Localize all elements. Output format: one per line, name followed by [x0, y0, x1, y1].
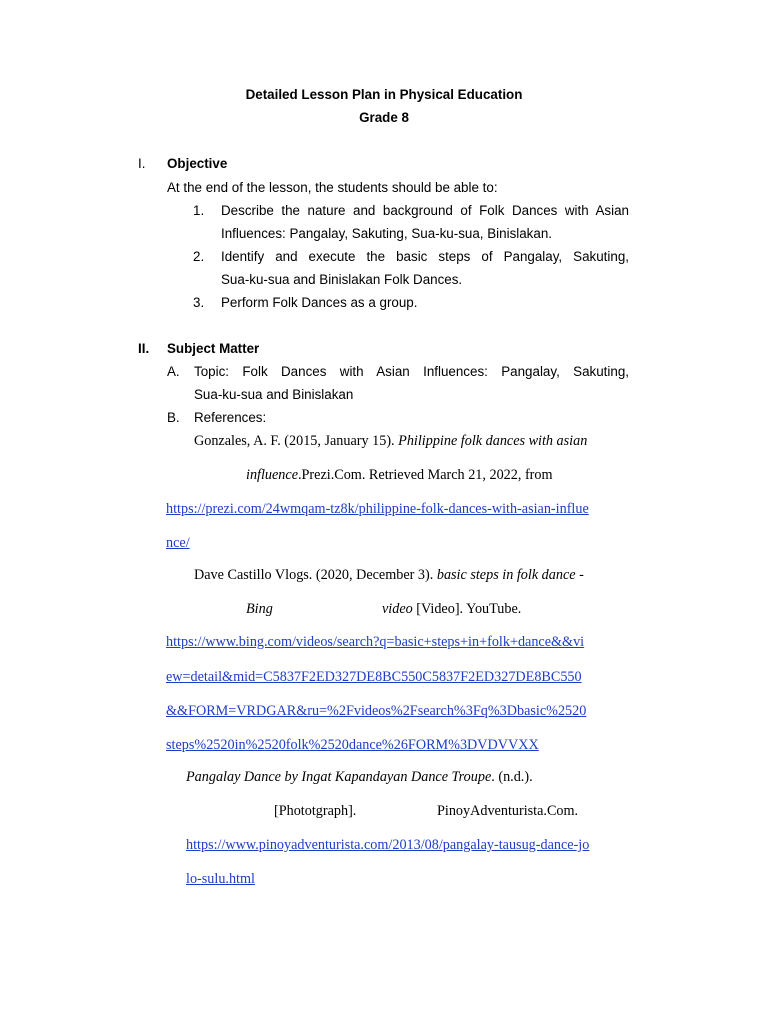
subject-matter-heading: Subject Matter [167, 341, 260, 356]
reference-1-url-continued[interactable] [166, 535, 190, 552]
reference-1-citation [194, 433, 587, 450]
reference-link[interactable]: https://prezi.com/24wmqam-tz8k/philippine-folk-dances-with-asian-influe [166, 501, 589, 517]
reference-date: . (n.d.). [491, 769, 533, 785]
list-item-number: 3. [193, 295, 205, 310]
topic-letter: A. [167, 364, 180, 379]
reference-3-url-continued[interactable] [186, 871, 255, 888]
list-item-text: Sua-ku-sua and Binislakan Folk Dances. [221, 272, 463, 287]
reference-title: Pangalay Dance by Ingat Kapandayan Dance Troupe [186, 769, 492, 785]
list-item-number: 1. [193, 203, 205, 218]
reference-2-url[interactable] [166, 634, 584, 651]
reference-2-url-continued[interactable] [166, 703, 586, 720]
list-item-text: Influences: Pangalay, Sakuting, Sua-ku-sua, Binislakan. [221, 226, 552, 241]
reference-title: video [382, 601, 413, 617]
list-item-text: Identify and execute the basic steps of Pangalay, Sakuting, [221, 249, 629, 264]
reference-link[interactable]: steps%2520in%2520folk%2520dance%26FORM%3DVDVVXX [166, 737, 539, 753]
reference-title: Bing [246, 601, 273, 617]
section-numeral-subject: II. [138, 341, 150, 356]
objective-intro: At the end of the lesson, the students should be able to: [167, 180, 498, 195]
list-item-text: Perform Folk Dances as a group. [221, 295, 418, 310]
reference-2-source-line [382, 601, 521, 618]
references-letter: B. [167, 410, 180, 425]
objective-heading: Objective [167, 156, 228, 171]
reference-source: .Prezi.Com. Retrieved March 21, 2022, from [298, 467, 553, 483]
reference-title: Philippine folk dances with asian [398, 433, 588, 449]
reference-author: Gonzales, A. F. (2015, January 15). [194, 433, 399, 449]
list-item-number: 2. [193, 249, 205, 264]
reference-source: [Video]. YouTube. [412, 601, 522, 617]
reference-link[interactable]: https://www.bing.com/videos/search?q=basic+steps+in+folk+dance&&vi [166, 634, 585, 650]
reference-link[interactable]: &&FORM=VRDGAR&ru=%2Fvideos%2Fsearch%3Fq%3Dbasic%2520 [166, 703, 587, 719]
reference-2-citation [194, 567, 584, 584]
reference-link[interactable]: lo-sulu.html [186, 871, 255, 887]
reference-medium: [Phototgraph]. [274, 803, 357, 819]
section-numeral-objective: I. [138, 156, 146, 171]
reference-1-source-line [246, 467, 553, 484]
list-item-text: Describe the nature and background of Folk Dances with Asian [221, 203, 629, 218]
reference-author: Dave Castillo Vlogs. (2020, December 3). [194, 567, 437, 583]
reference-link[interactable]: ew=detail&mid=C5837F2ED327DE8BC550C5837F2ED327DE8BC550 [166, 669, 582, 685]
reference-title: influence [246, 467, 298, 483]
reference-link[interactable]: nce/ [166, 535, 190, 551]
document-title: Detailed Lesson Plan in Physical Education [245, 87, 523, 102]
reference-2-url-continued[interactable] [166, 669, 582, 686]
reference-3-url[interactable] [186, 837, 589, 854]
reference-title: basic steps in folk dance - [436, 567, 584, 583]
topic-text-continued: Sua-ku-sua and Binislakan [194, 387, 354, 402]
topic-text: Topic: Folk Dances with Asian Influences: Pangalay, Sakuting, [194, 364, 629, 379]
grade-label: Grade 8 [359, 110, 409, 125]
references-label: References: [194, 410, 267, 425]
reference-source: PinoyAdventurista.Com. [437, 803, 579, 819]
reference-2-url-continued[interactable] [166, 737, 539, 754]
reference-link[interactable]: https://www.pinoyadventurista.com/2013/08/pangalay-tausug-dance-jo [186, 837, 590, 853]
reference-3-citation [186, 769, 533, 786]
reference-1-url[interactable] [166, 501, 589, 518]
